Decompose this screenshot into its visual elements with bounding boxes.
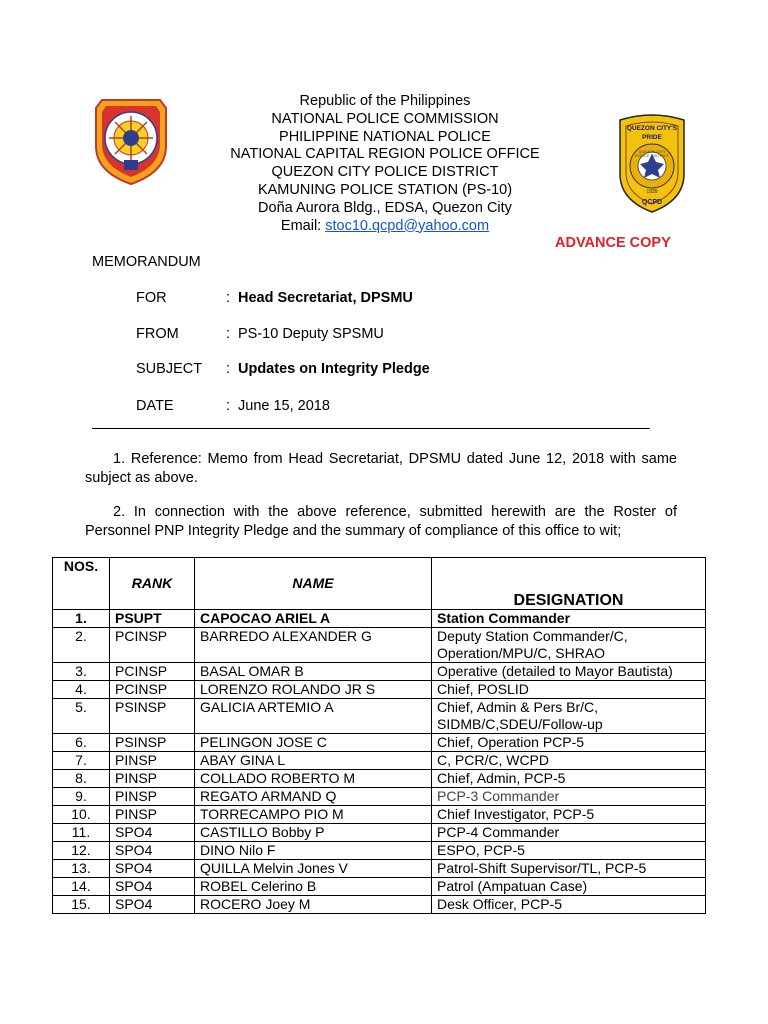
cell-rank: SPO4 [110,860,195,878]
cell-no: 10. [53,806,110,824]
table-row [53,806,706,824]
header-line-7: Doña Aurora Bldg., EDSA, Quezon City [258,199,512,216]
paragraph-1: 1. Reference: Memo from Head Secretariat, DPSMU dated June 12, 2018 with same subject as above. [85,451,677,486]
cell-name: QUILLA Melvin Jones V [195,860,432,878]
header-line-2: NATIONAL POLICE COMMISSION [271,110,499,127]
col-header-designation: DESIGNATION [432,558,706,610]
cell-rank: PINSP [110,752,195,770]
cell-no: 7. [53,752,110,770]
cell-no: 14. [53,878,110,896]
cell-rank: SPO4 [110,824,195,842]
cell-rank: PCINSP [110,628,195,663]
table-row [53,699,706,734]
email-link[interactable]: stoc10.qcpd@yahoo.com [325,217,490,234]
cell-name: ROCERO Joey M [195,896,432,914]
cell-designation: PCP-3 Commander [432,788,706,806]
letterhead [170,93,600,235]
cell-no: 13. [53,860,110,878]
cell-rank: PCINSP [110,663,195,681]
cell-rank: PSINSP [110,699,195,734]
cell-name: CASTILLO Bobby P [195,824,432,842]
cell-no: 6. [53,734,110,752]
badge-ring-text: QUEZON CITY POLICE DISTRICT [634,149,670,158]
cell-name: BARREDO ALEXANDER G [195,628,432,663]
table-row [53,770,706,788]
cell-designation: Deputy Station Commander/C, Operation/MPU/C, SHRAO [432,628,706,663]
cell-no: 5. [53,699,110,734]
header-divider [92,428,650,429]
table-row [53,842,706,860]
header-email-line [170,218,600,236]
cell-no: 12. [53,842,110,860]
qcpd-badge-logo [616,112,688,214]
cell-designation: Chief, Operation PCP-5 [432,734,706,752]
advance-copy-label: ADVANCE COPY [555,235,671,251]
table-row [53,878,706,896]
table-row [53,860,706,878]
cell-no: 3. [53,663,110,681]
cell-designation: C, PCR/C, WCPD [432,752,706,770]
cell-name: GALICIA ARTEMIO A [195,699,432,734]
badge-year: 1939 [646,189,658,195]
header-line-6: KAMUNING POLICE STATION (PS-10) [257,181,513,198]
cell-no: 2. [53,628,110,663]
cell-name: PELINGON JOSE C [195,734,432,752]
cell-designation: Desk Officer, PCP-5 [432,896,706,914]
badge-pride-text: PRIDE [642,134,662,141]
cell-designation: Operative (detailed to Mayor Bautista) [432,663,706,681]
cell-name: BASAL OMAR B [195,663,432,681]
cell-designation: ESPO, PCP-5 [432,842,706,860]
cell-no: 15. [53,896,110,914]
table-row [53,788,706,806]
from-value: PS-10 Deputy SPSMU [238,326,384,342]
table-row [53,628,706,663]
cell-rank: PCINSP [110,681,195,699]
cell-rank: SPO4 [110,878,195,896]
cell-no: 9. [53,788,110,806]
for-label: FOR [136,290,167,306]
personnel-roster-table [52,557,706,914]
cell-no: 4. [53,681,110,699]
cell-rank: SPO4 [110,842,195,860]
for-colon: : [226,290,231,306]
cell-designation: Patrol (Ampatuan Case) [432,878,706,896]
subject-value: Updates on Integrity Pledge [238,361,430,377]
table-row [53,824,706,842]
table-header-row [53,558,706,610]
paragraph-2: 2. In connection with the above reference, submitted herewith are the Roster of Personnel PNP Integrity Pledge and the summary of compliance of this office to wit; [85,504,677,539]
cell-name: CAPOCAO ARIEL A [195,610,432,628]
cell-rank: PSUPT [110,610,195,628]
table-row [53,752,706,770]
cell-designation: PCP-4 Commander [432,824,706,842]
cell-name: COLLADO ROBERTO M [195,770,432,788]
cell-rank: PINSP [110,770,195,788]
table-row [53,663,706,681]
cell-designation: Chief, POSLID [432,681,706,699]
badge-top-text: QUEZON CITY'S [626,125,678,132]
cell-designation: Patrol-Shift Supervisor/TL, PCP-5 [432,860,706,878]
table-row [53,610,706,628]
cell-designation: Chief, Admin & Pers Br/C, SIDMB/C,SDEU/Follow-up [432,699,706,734]
from-label: FROM [136,326,179,342]
cell-rank: PSINSP [110,734,195,752]
header-line-5: QUEZON CITY POLICE DISTRICT [271,164,499,181]
for-value: Head Secretariat, DPSMU [238,290,413,306]
cell-designation: Chief, Admin, PCP-5 [432,770,706,788]
cell-name: ROBEL Celerino B [195,878,432,896]
cell-name: REGATO ARMAND Q [195,788,432,806]
cell-name: DINO Nilo F [195,842,432,860]
col-header-rank: RANK [110,558,195,610]
date-colon: : [226,398,231,414]
cell-no: 1. [53,610,110,628]
header-line-3: PHILIPPINE NATIONAL POLICE [279,128,491,145]
col-header-nos: NOS. [53,558,110,610]
header-line-1: Republic of the Philippines [299,93,471,109]
table-row [53,896,706,914]
badge-bottom-text: QCPD [641,199,663,206]
date-value: June 15, 2018 [238,398,330,414]
cell-name: TORRECAMPO PIO M [195,806,432,824]
memo-title: MEMORANDUM [92,254,201,270]
col-header-name: NAME [195,558,432,610]
date-label: DATE [136,398,174,414]
cell-designation: Chief Investigator, PCP-5 [432,806,706,824]
header-line-4: NATIONAL CAPITAL REGION POLICE OFFICE [230,146,540,163]
cell-rank: SPO4 [110,896,195,914]
cell-no: 11. [53,824,110,842]
email-label: Email: [280,217,326,234]
from-colon: : [226,326,231,342]
cell-no: 8. [53,770,110,788]
subject-label: SUBJECT [136,361,203,377]
subject-colon: : [226,361,231,377]
cell-name: ABAY GINA L [195,752,432,770]
cell-designation: Station Commander [432,610,706,628]
table-row [53,681,706,699]
cell-name: LORENZO ROLANDO JR S [195,681,432,699]
cell-rank: PINSP [110,788,195,806]
pnp-seal-logo [92,94,170,186]
cell-rank: PINSP [110,806,195,824]
table-row [53,734,706,752]
